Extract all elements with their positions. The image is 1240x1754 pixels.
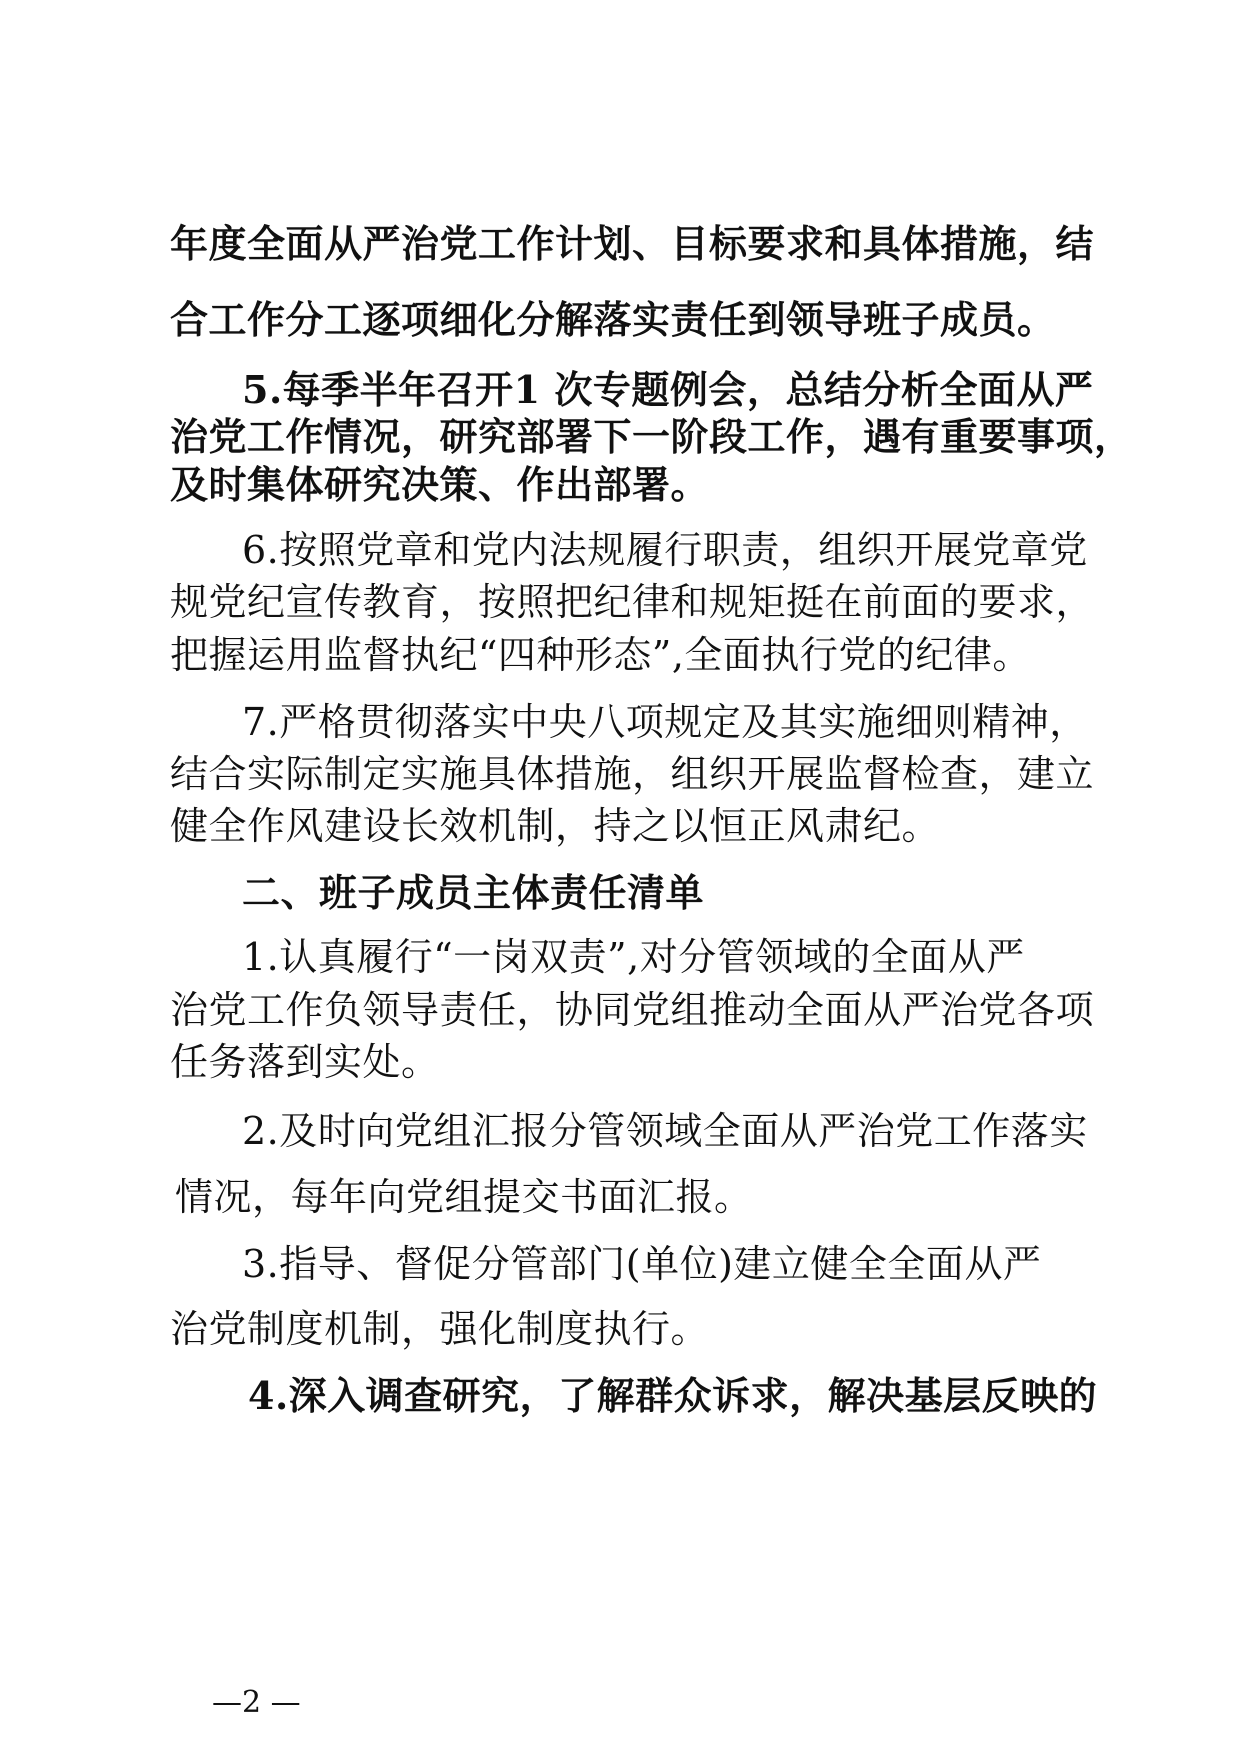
page-number: —2 —: [212, 1685, 301, 1720]
paragraph-line: 把握运用监督执纪“四种形态”,全面执行党的纪律。: [170, 633, 1031, 677]
paragraph-line: 任务落到实处。: [170, 1040, 440, 1084]
paragraph-line: 6.按照党章和党内法规履行职责，组织开展党章党: [242, 528, 1088, 572]
paragraph-line: 结合实际制定实施具体措施，组织开展监督检查，建立: [170, 752, 1095, 796]
paragraph-line: 4.深入调查研究，了解群众诉求，解决基层反映的: [248, 1373, 1098, 1418]
paragraph-line: 3.指导、督促分管部门(单位)建立健全全面从严: [242, 1242, 1042, 1286]
paragraph-line: 治党工作负领导责任，协同党组推动全面从严治党各项: [170, 988, 1095, 1032]
paragraph-line: 及时集体研究决策、作出部署。: [170, 462, 710, 507]
paragraph-line: 5.每季半年召开1 次专题例会，总结分析全面从严: [242, 367, 1094, 412]
paragraph-line: 年度全面从严治党工作计划、目标要求和具体措施，结: [170, 221, 1095, 266]
paragraph-line: 1.认真履行“一岗双责”,对分管领域的全面从严: [242, 935, 1025, 979]
paragraph-line: 情况，每年向党组提交书面汇报。: [175, 1175, 753, 1219]
paragraph-line: 合工作分工逐项细化分解落实责任到领导班子成员。: [170, 297, 1056, 342]
paragraph-line: 7.严格贯彻落实中央八项规定及其实施细则精神，: [242, 700, 1088, 744]
paragraph-line: 治党工作情况，研究部署下一阶段工作，遇有重要事项，: [170, 414, 1133, 459]
paragraph-line: 健全作风建设长效机制，持之以恒正风肃纪。: [170, 804, 941, 848]
section-heading: 二、班子成员主体责任清单: [242, 870, 705, 915]
paragraph-line: 规党纪宣传教育，按照把纪律和规矩挺在前面的要求，: [170, 580, 1095, 624]
paragraph-line: 2.及时向党组汇报分管领域全面从严治党工作落实: [242, 1109, 1088, 1153]
paragraph-line: 治党制度机制，强化制度执行。: [170, 1307, 710, 1351]
